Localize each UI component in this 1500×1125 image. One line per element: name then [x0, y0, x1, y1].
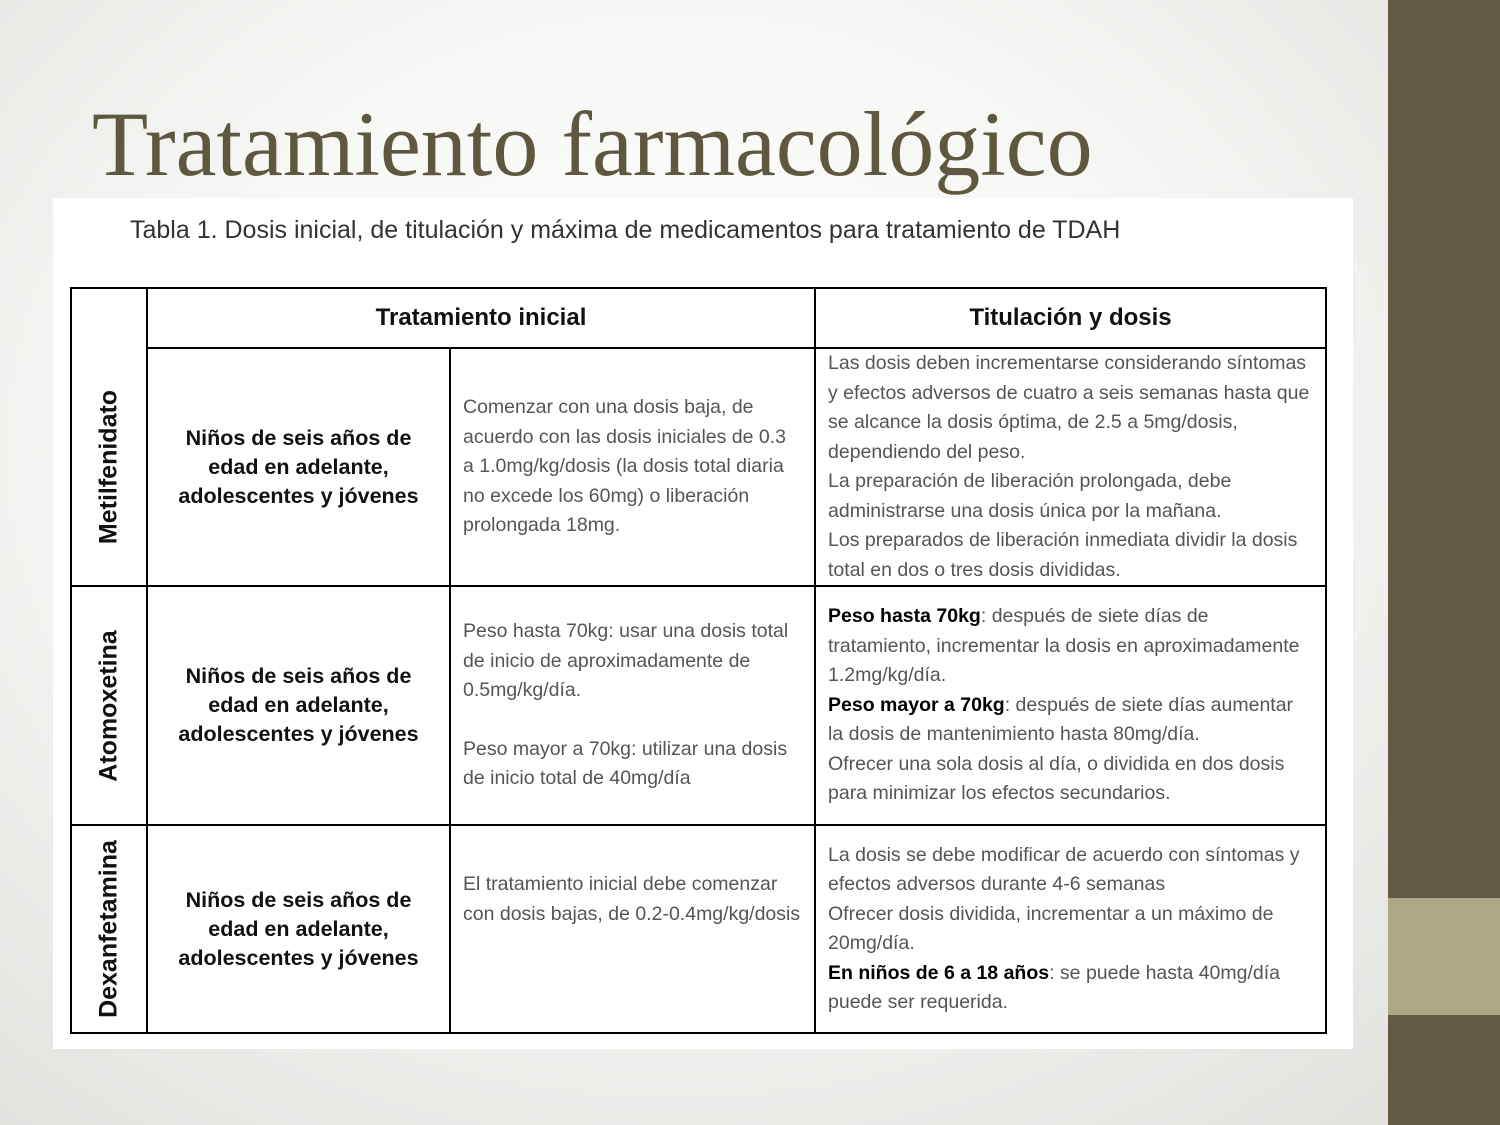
initial-dose-cell: Peso hasta 70kg: usar una dosis total de inicio de aproximadamente de 0.5mg/kg/día. Peso mayor a 70kg: utilizar una dosis de inicio total de 40mg/día	[450, 586, 815, 825]
header-initial-treatment: Tratamiento inicial	[147, 288, 815, 348]
drug-name: Metilfenidato	[94, 389, 122, 544]
drug-name: Atomoxetina	[94, 629, 122, 782]
drug-cell	[71, 348, 147, 586]
header-empty-cell	[71, 288, 147, 348]
slide-title: Tratamiento farmacológico	[92, 93, 1093, 195]
population-cell: Niños de seis años de edad en adelante, adolescentes y jóvenes	[147, 586, 450, 825]
initial-dose-cell: El tratamiento inicial debe comenzar con dosis bajas, de 0.2-0.4mg/kg/dosis	[450, 825, 815, 1033]
dosage-table	[70, 287, 1327, 1034]
table-row-metilfenidato	[71, 348, 1326, 586]
population-cell: Niños de seis años de edad en adelante, adolescentes y jóvenes	[147, 825, 450, 1033]
drug-cell	[71, 586, 147, 825]
table-row-atomoxetina	[71, 586, 1326, 825]
drug-name: Dexanfetamina	[94, 840, 122, 1018]
titration-cell: Las dosis deben incrementarse considerando síntomas y efectos adversos de cuatro a seis semanas hasta que se alcance la dosis óptima, de 2.5 a 5mg/dosis, dependiendo del peso. La preparación de liberación prolongada, debe administrarse una dosis única por la mañana. Los preparados de liberación inmediata dividir la dosis total en dos o tres dosis divididas.	[815, 348, 1326, 586]
population-cell: Niños de seis años de edad en adelante, adolescentes y jóvenes	[147, 348, 450, 586]
table-header-row	[71, 288, 1326, 348]
side-accent-block	[1388, 898, 1500, 1015]
initial-dose-cell: Comenzar con una dosis baja, de acuerdo con las dosis iniciales de 0.3 a 1.0mg/kg/dosis (la dosis total diaria no excede los 60mg) o liberación prolongada 18mg.	[450, 348, 815, 586]
drug-cell	[71, 825, 147, 1033]
titration-cell: Peso hasta 70kg: después de siete días de tratamiento, incrementar la dosis en aproximadamente 1.2mg/kg/día. Peso mayor a 70kg: después de siete días aumentar la dosis de mantenimiento hasta 80mg/día. Ofrecer una sola dosis al día, o dividida en dos dosis para minimizar los efectos secundarios.	[815, 586, 1326, 825]
titration-cell: La dosis se debe modificar de acuerdo con síntomas y efectos adversos durante 4-6 semanas Ofrecer dosis dividida, incrementar a un máximo de 20mg/día. En niños de 6 a 18 años: se puede hasta 40mg/día puede ser requerida.	[815, 825, 1326, 1033]
table-row-dexanfetamina	[71, 825, 1326, 1033]
table-caption: Tabla 1. Dosis inicial, de titulación y máxima de medicamentos para tratamiento de TDAH	[130, 216, 1121, 244]
header-titration: Titulación y dosis	[815, 288, 1326, 348]
